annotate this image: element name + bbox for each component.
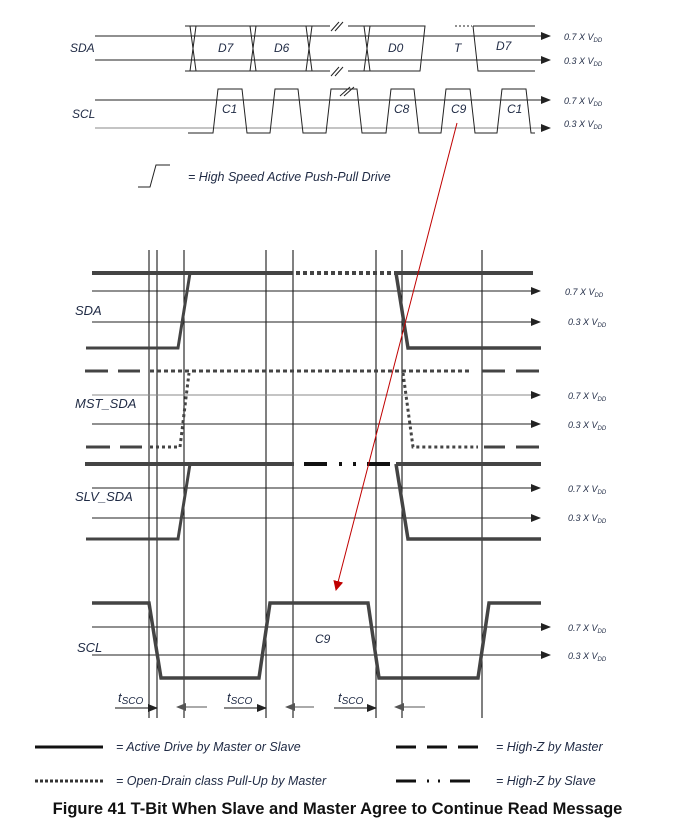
tsco-label-2: tSCO xyxy=(227,690,253,707)
timing-gridlines xyxy=(149,250,482,718)
tsco-label-3: tSCO xyxy=(338,690,364,707)
slv-sda-thresh-high: 0.7 X $V_{DD}$ xyxy=(568,484,607,496)
top-scl-label: SCL xyxy=(72,107,96,121)
legend-high-z-master: = High-Z by Master xyxy=(496,740,603,754)
bit-d0: D0 xyxy=(388,41,404,55)
top-sda-thresh-high: 0.7 X $V_{DD}$ xyxy=(564,32,603,44)
pulse-c9: C9 xyxy=(451,102,467,116)
mst-sda-thresh-high: 0.7 X $V_{DD}$ xyxy=(568,391,607,403)
mst-sda-label: MST_SDA xyxy=(75,396,137,411)
top-scl-thresh-high: 0.7 X $V_{DD}$ xyxy=(564,96,603,108)
legend-active-drive: = Active Drive by Master or Slave xyxy=(116,740,301,754)
slv-sda-thresh-low: 0.3 X $V_{DD}$ xyxy=(568,513,607,525)
hs-drive-symbol-icon xyxy=(138,165,170,187)
bit-d7: D7 xyxy=(218,41,234,55)
figure-caption: Figure 41 T-Bit When Slave and Master Agree to Continue Read Message xyxy=(52,800,623,818)
pulse-c1-next: C1 xyxy=(507,102,523,116)
legend-open-drain: = Open-Drain class Pull-Up by Master xyxy=(116,774,327,788)
tsco-annotations xyxy=(115,707,425,708)
top-sda-thresh-low: 0.3 X $V_{DD}$ xyxy=(564,56,603,68)
mst-sda-waveform xyxy=(85,371,540,447)
sda-label: SDA xyxy=(75,303,102,318)
zoom-pointer-arrow-icon xyxy=(336,123,457,590)
sda-waveform xyxy=(86,273,541,348)
legend-high-z-slave: = High-Z by Slave xyxy=(496,774,596,788)
top-scl-thresh-low: 0.3 X $V_{DD}$ xyxy=(564,119,603,131)
scl-thresh-high: 0.7 X $V_{DD}$ xyxy=(568,623,607,635)
hs-drive-legend: = High Speed Active Push-Pull Drive xyxy=(188,170,391,184)
top-sda-label: SDA xyxy=(70,41,95,55)
tsco-label-1: tSCO xyxy=(118,690,144,707)
scl-thresh-low: 0.3 X $V_{DD}$ xyxy=(568,651,607,663)
bit-d6: D6 xyxy=(274,41,290,55)
top-sda-waveform xyxy=(95,22,550,76)
mst-sda-thresh-low: 0.3 X $V_{DD}$ xyxy=(568,420,607,432)
top-scl-waveform xyxy=(95,87,550,133)
slv-sda-label: SLV_SDA xyxy=(75,489,133,504)
sda-thresh-high: 0.7 X $V_{DD}$ xyxy=(565,287,604,299)
scl-pulse-c9: C9 xyxy=(315,632,331,646)
pulse-c1: C1 xyxy=(222,102,238,116)
bit-d7-next: D7 xyxy=(496,39,512,53)
pulse-c8: C8 xyxy=(394,102,410,116)
slv-sda-waveform xyxy=(85,464,541,539)
scl-label: SCL xyxy=(77,640,103,655)
bit-t: T xyxy=(454,41,462,55)
sda-thresh-low: 0.3 X $V_{DD}$ xyxy=(568,317,607,329)
